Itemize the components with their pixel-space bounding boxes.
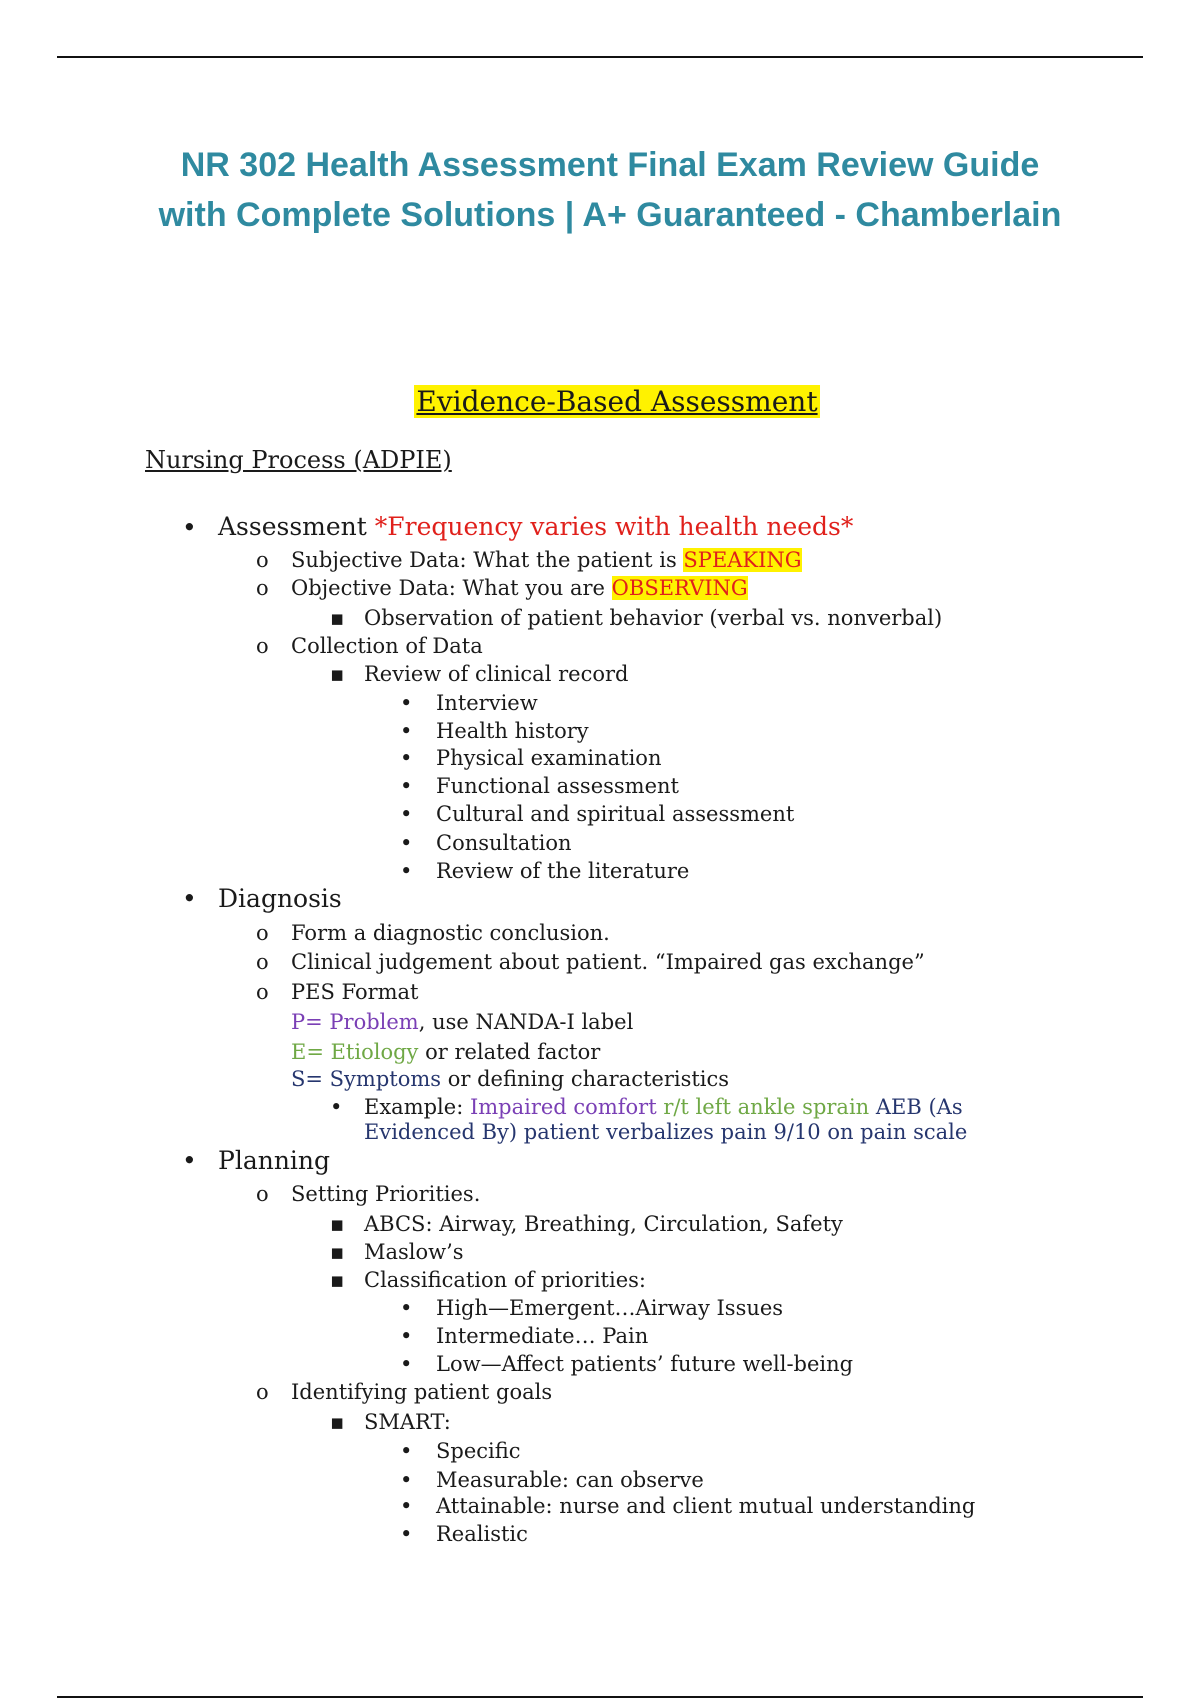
- pes-problem: P= Problem, use NANDA-I label: [291, 1010, 634, 1034]
- example-line-2: Evidenced By) patient verbalizes pain 9/10 on pain scale: [364, 1120, 968, 1144]
- list-item: Clinical judgement about patient. “Impaired gas exchange”: [291, 950, 925, 974]
- setting-priorities: Setting Priorities.: [291, 1182, 481, 1206]
- section-heading: [0, 380, 1200, 424]
- top-rule: [57, 56, 1143, 58]
- bullet-circle: o: [256, 980, 269, 1004]
- bullet-disc: •: [182, 513, 197, 542]
- list-item: PES Format: [291, 980, 419, 1004]
- highlight-observing: OBSERVING: [611, 576, 748, 600]
- section-heading-text: Evidence-Based Assessment: [416, 385, 818, 418]
- list-item: Classification of priorities:: [364, 1268, 646, 1292]
- list-item: Specific: [436, 1439, 521, 1463]
- bullet-dot: •: [330, 1095, 343, 1119]
- review-item: Review of clinical record: [364, 662, 629, 686]
- bullet-circle: o: [256, 548, 269, 572]
- pes-etiology: E= Etiology or related factor: [291, 1040, 601, 1064]
- list-item: Review of the literature: [436, 859, 690, 883]
- observation-item: Observation of patient behavior (verbal vs. nonverbal): [364, 606, 943, 630]
- list-item: Functional assessment: [436, 774, 679, 798]
- bullet-square: ▪: [330, 1268, 345, 1292]
- objective-data: Objective Data: What you are OBSERVING: [291, 576, 748, 600]
- bullet-square: ▪: [330, 1410, 345, 1434]
- bullet-dot: •: [400, 774, 413, 798]
- bullet-circle: o: [256, 1182, 269, 1206]
- bullet-circle: o: [256, 634, 269, 658]
- bullet-square: ▪: [330, 1240, 345, 1264]
- list-item: Low—Affect patients’ future well-being: [436, 1352, 854, 1376]
- bullet-dot: •: [400, 859, 413, 883]
- bullet-dot: •: [400, 719, 413, 743]
- bullet-dot: •: [400, 691, 413, 715]
- bullet-square: ▪: [330, 606, 345, 630]
- subjective-data: Subjective Data: What the patient is SPEAKING: [291, 548, 802, 572]
- list-item: Cultural and spiritual assessment: [436, 802, 795, 826]
- identifying-goals: Identifying patient goals: [291, 1380, 553, 1404]
- list-item: Consultation: [436, 831, 572, 855]
- bullet-dot: •: [400, 1522, 413, 1546]
- bottom-rule: [57, 1696, 1143, 1698]
- planning-heading: Planning: [218, 1146, 331, 1175]
- title-line-1: NR 302 Health Assessment Final Exam Review Guide: [180, 146, 1040, 184]
- list-item: Attainable: nurse and client mutual understanding: [436, 1494, 976, 1518]
- list-item: ABCS: Airway, Breathing, Circulation, Safety: [364, 1212, 843, 1236]
- list-item: High—Emergent…Airway Issues: [436, 1296, 784, 1320]
- bullet-dot: •: [400, 1296, 413, 1320]
- document-title: [60, 140, 1160, 240]
- example-line-1: Example: Impaired comfort r/t left ankle sprain AEB (As: [364, 1095, 963, 1119]
- bullet-dot: •: [400, 1468, 413, 1492]
- bullet-dot: •: [400, 1352, 413, 1376]
- title-line-2: with Complete Solutions | A+ Guaranteed - Chamberlain: [158, 196, 1062, 234]
- bullet-dot: •: [400, 1439, 413, 1463]
- bullet-circle: o: [256, 950, 269, 974]
- list-item: Measurable: can observe: [436, 1468, 704, 1492]
- sub-heading: Nursing Process (ADPIE): [145, 446, 452, 474]
- bullet-dot: •: [400, 831, 413, 855]
- assessment-note: *Frequency varies with health needs*: [374, 512, 854, 541]
- bullet-disc: •: [182, 884, 197, 913]
- diagnosis-heading: Diagnosis: [218, 884, 342, 913]
- bullet-circle: o: [256, 1380, 269, 1404]
- bullet-dot: •: [400, 746, 413, 770]
- bullet-disc: •: [182, 1146, 197, 1175]
- bullet-square: ▪: [330, 662, 345, 686]
- bullet-square: ▪: [330, 1212, 345, 1236]
- list-item: Realistic: [436, 1522, 528, 1546]
- collection-item: Collection of Data: [291, 634, 483, 658]
- list-item: Health history: [436, 719, 589, 743]
- pes-symptoms: S= Symptoms or defining characteristics: [291, 1067, 730, 1091]
- bullet-dot: •: [400, 802, 413, 826]
- smart-item: SMART:: [364, 1410, 451, 1434]
- bullet-circle: o: [256, 921, 269, 945]
- assessment-heading: Assessment *Frequency varies with health needs*: [218, 512, 854, 541]
- list-item: Intermediate… Pain: [436, 1324, 649, 1348]
- list-item: Form a diagnostic conclusion.: [291, 921, 610, 945]
- list-item: Interview: [436, 691, 538, 715]
- list-item: Maslow’s: [364, 1240, 464, 1264]
- bullet-circle: o: [256, 576, 269, 600]
- list-item: Physical examination: [436, 746, 662, 770]
- highlight-speaking: SPEAKING: [683, 548, 802, 572]
- bullet-dot: •: [400, 1494, 413, 1518]
- bullet-dot: •: [400, 1324, 413, 1348]
